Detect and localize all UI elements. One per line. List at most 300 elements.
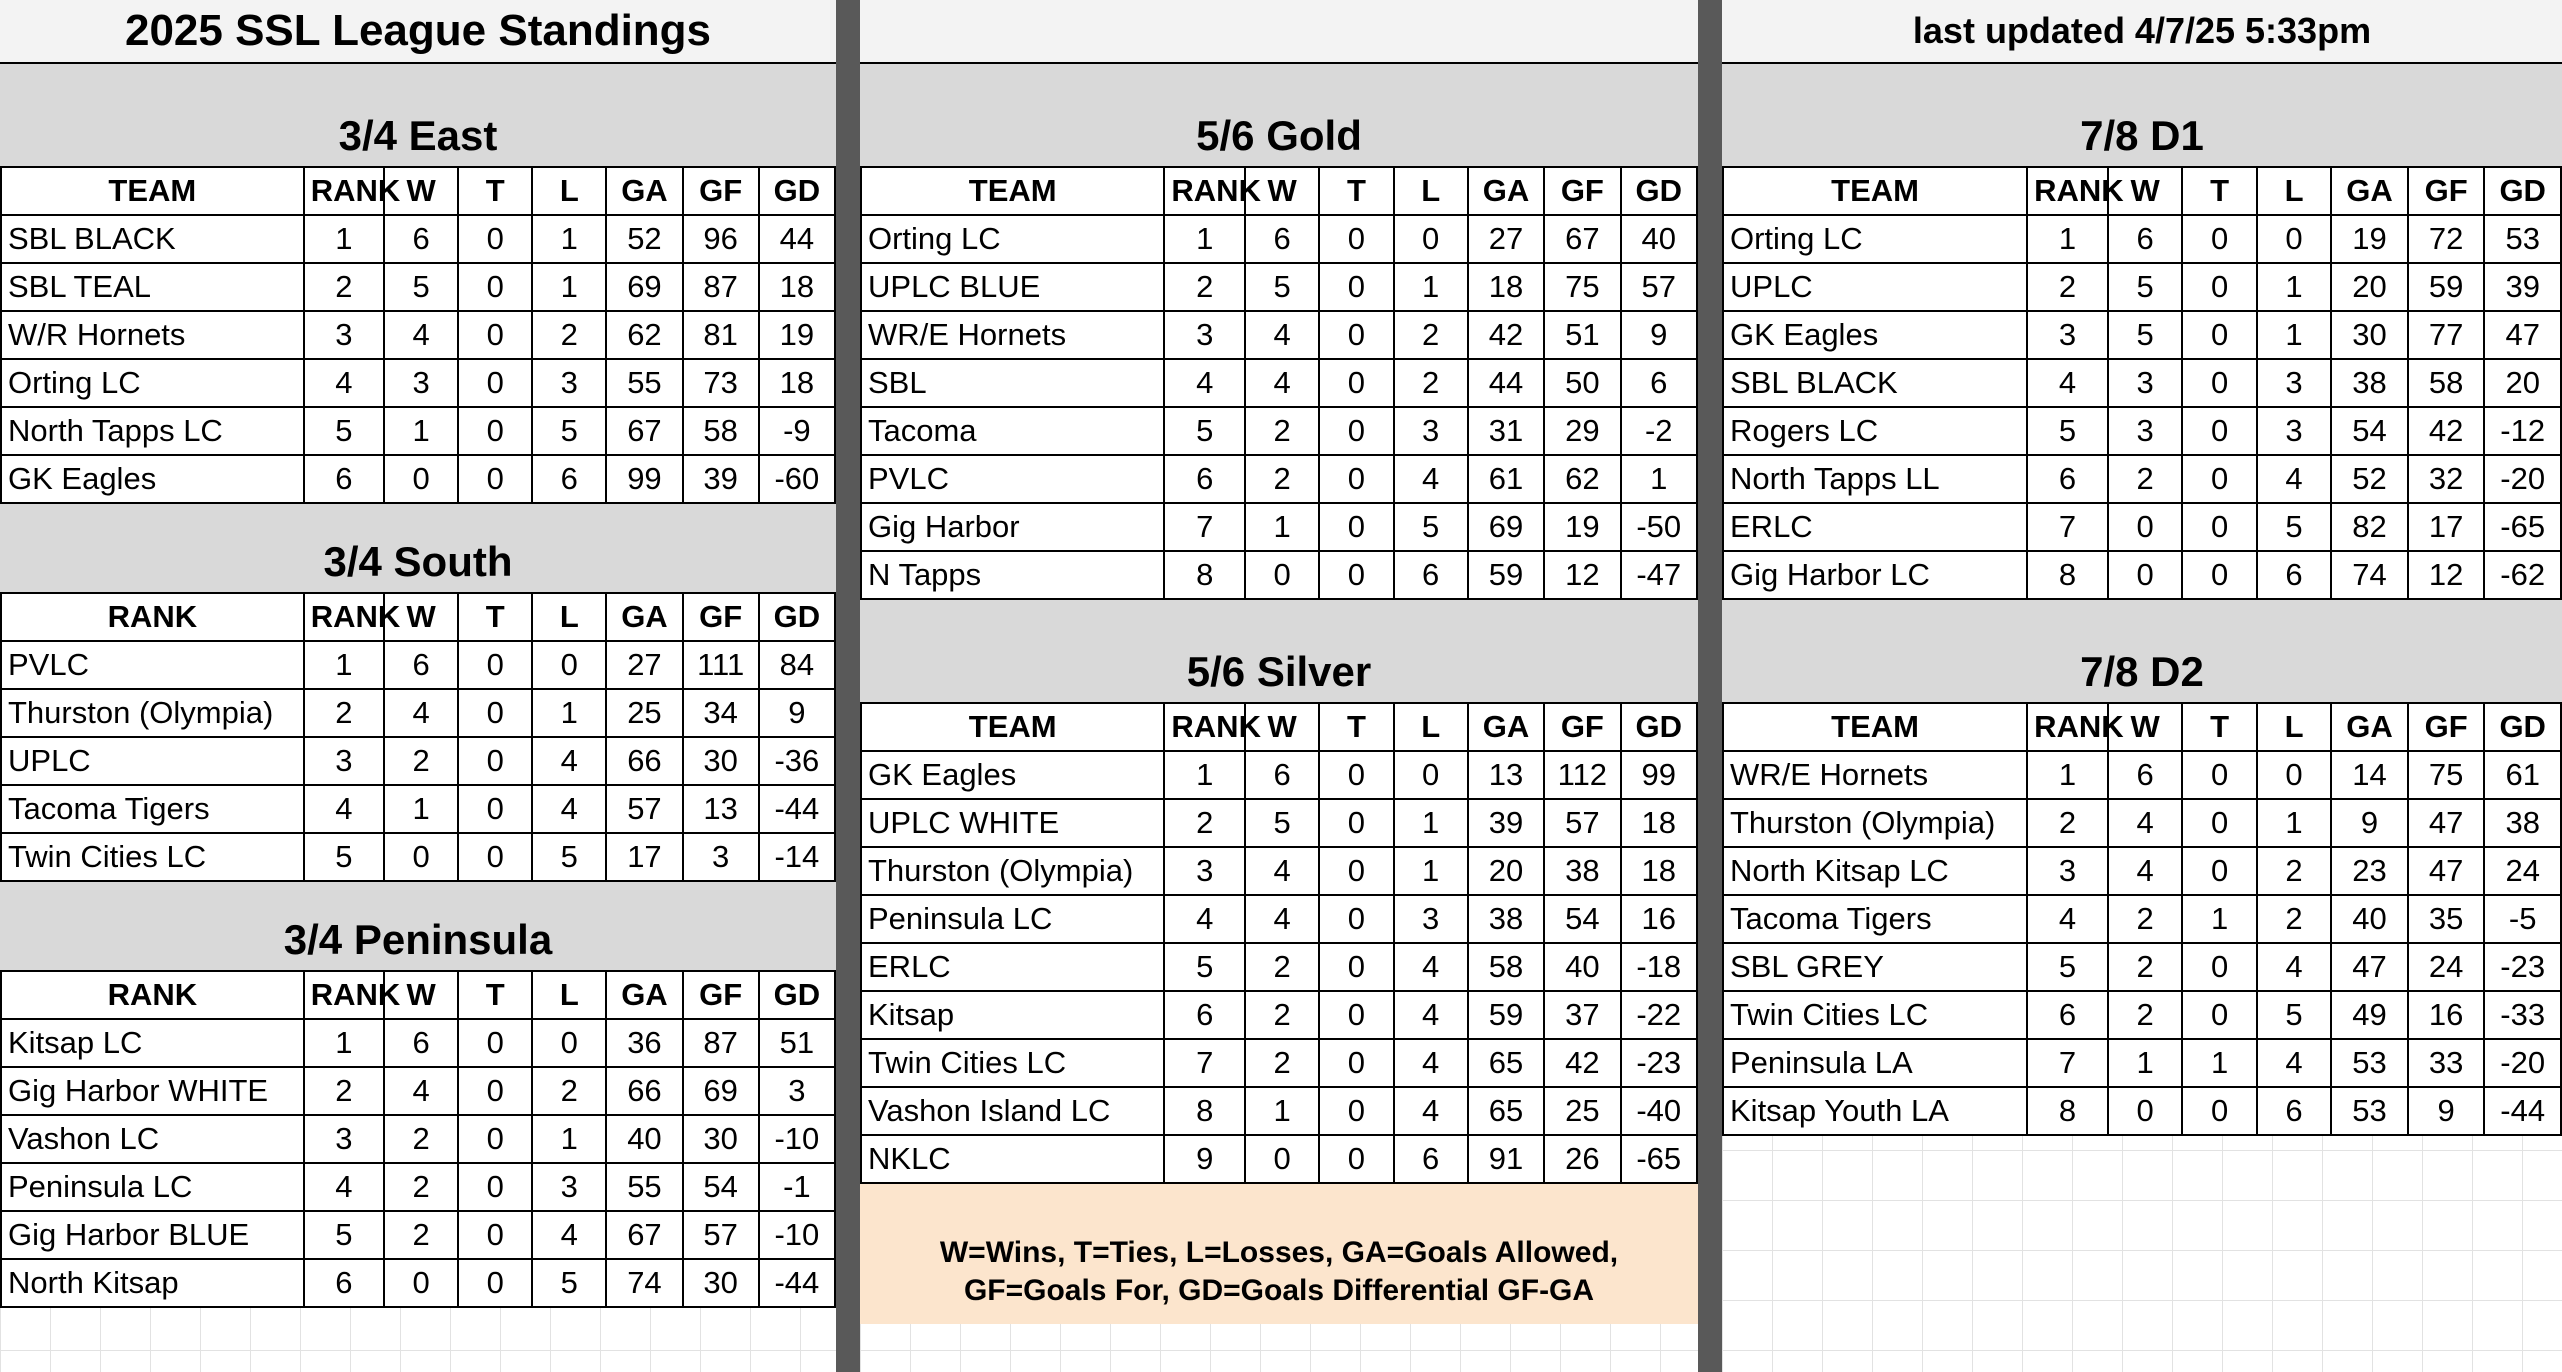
column-header-rank[interactable]: RANK [304, 593, 384, 641]
l-cell[interactable]: 2 [2257, 895, 2331, 943]
t-cell[interactable]: 0 [1319, 503, 1393, 551]
gf-cell[interactable]: 29 [1544, 407, 1620, 455]
w-cell[interactable]: 4 [384, 311, 458, 359]
column-header-t[interactable]: T [458, 593, 532, 641]
t-cell[interactable]: 0 [458, 1019, 532, 1067]
gd-cell[interactable]: -20 [2484, 1039, 2561, 1087]
w-cell[interactable]: 2 [2108, 895, 2182, 943]
l-cell[interactable]: 4 [2257, 1039, 2331, 1087]
rank-cell[interactable]: 1 [1164, 215, 1245, 263]
team-name-cell[interactable]: GK Eagles [1, 455, 304, 503]
rank-cell[interactable]: 2 [304, 1067, 384, 1115]
team-name-cell[interactable]: Thurston (Olympia) [1, 689, 304, 737]
l-cell[interactable]: 1 [2257, 799, 2331, 847]
page-title-cell[interactable] [0, 0, 836, 64]
w-cell[interactable]: 6 [1245, 215, 1319, 263]
column-header-team[interactable]: TEAM [861, 167, 1164, 215]
section-header-gold[interactable] [860, 64, 1698, 166]
team-name-cell[interactable]: GK Eagles [1723, 311, 2027, 359]
t-cell[interactable]: 0 [2182, 311, 2256, 359]
gd-cell[interactable]: 44 [759, 215, 835, 263]
gf-cell[interactable]: 54 [683, 1163, 759, 1211]
t-cell[interactable]: 0 [2182, 359, 2256, 407]
rank-cell[interactable]: 7 [2027, 503, 2108, 551]
column-header-rank[interactable]: RANK [1164, 167, 1245, 215]
gf-cell[interactable]: 67 [1544, 215, 1620, 263]
team-name-cell[interactable]: North Tapps LC [1, 407, 304, 455]
t-cell[interactable]: 0 [458, 359, 532, 407]
column-header-gd[interactable]: GD [759, 167, 835, 215]
t-cell[interactable]: 0 [2182, 847, 2256, 895]
section-header-d1[interactable] [1722, 64, 2562, 166]
gd-cell[interactable]: 18 [1621, 799, 1697, 847]
rank-cell[interactable]: 4 [304, 1163, 384, 1211]
column-header-team[interactable]: TEAM [1, 167, 304, 215]
ga-cell[interactable]: 13 [1468, 751, 1544, 799]
gd-cell[interactable]: -50 [1621, 503, 1697, 551]
ga-cell[interactable]: 9 [2331, 799, 2408, 847]
team-name-cell[interactable]: Orting LC [1, 359, 304, 407]
column-header-ga[interactable]: GA [1468, 167, 1544, 215]
l-cell[interactable]: 4 [1394, 1039, 1468, 1087]
t-cell[interactable]: 0 [1319, 895, 1393, 943]
t-cell[interactable]: 0 [458, 689, 532, 737]
l-cell[interactable]: 1 [2257, 311, 2331, 359]
column-header-ga[interactable]: GA [2331, 167, 2408, 215]
rank-cell[interactable]: 3 [2027, 847, 2108, 895]
rank-cell[interactable]: 2 [304, 263, 384, 311]
column-header-ga[interactable]: GA [606, 593, 682, 641]
rank-cell[interactable]: 4 [304, 785, 384, 833]
w-cell[interactable]: 2 [384, 1115, 458, 1163]
gf-cell[interactable]: 13 [683, 785, 759, 833]
team-name-cell[interactable]: PVLC [861, 455, 1164, 503]
t-cell[interactable]: 0 [1319, 991, 1393, 1039]
t-cell[interactable]: 0 [458, 1067, 532, 1115]
team-name-cell[interactable]: ERLC [861, 943, 1164, 991]
team-name-cell[interactable]: Vashon Island LC [861, 1087, 1164, 1135]
l-cell[interactable]: 4 [2257, 455, 2331, 503]
last-updated-cell[interactable] [1722, 0, 2562, 64]
l-cell[interactable]: 4 [532, 737, 606, 785]
t-cell[interactable]: 0 [2182, 551, 2256, 599]
gd-cell[interactable]: 24 [2484, 847, 2561, 895]
t-cell[interactable]: 0 [2182, 503, 2256, 551]
l-cell[interactable]: 3 [532, 359, 606, 407]
gf-cell[interactable]: 58 [683, 407, 759, 455]
l-cell[interactable]: 0 [532, 641, 606, 689]
rank-cell[interactable]: 6 [304, 1259, 384, 1307]
t-cell[interactable]: 0 [1319, 551, 1393, 599]
column-header-ga[interactable]: GA [2331, 703, 2408, 751]
ga-cell[interactable]: 74 [2331, 551, 2408, 599]
rank-cell[interactable]: 8 [1164, 1087, 1245, 1135]
gd-cell[interactable]: -65 [1621, 1135, 1697, 1183]
l-cell[interactable]: 1 [532, 1115, 606, 1163]
t-cell[interactable]: 0 [2182, 455, 2256, 503]
gf-cell[interactable]: 26 [1544, 1135, 1620, 1183]
ga-cell[interactable]: 23 [2331, 847, 2408, 895]
w-cell[interactable]: 2 [1245, 991, 1319, 1039]
t-cell[interactable]: 0 [2182, 407, 2256, 455]
team-name-cell[interactable]: ERLC [1723, 503, 2027, 551]
rank-cell[interactable]: 7 [2027, 1039, 2108, 1087]
ga-cell[interactable]: 40 [606, 1115, 682, 1163]
ga-cell[interactable]: 53 [2331, 1039, 2408, 1087]
gd-cell[interactable]: 1 [1621, 455, 1697, 503]
gf-cell[interactable]: 81 [683, 311, 759, 359]
gf-cell[interactable]: 47 [2408, 799, 2485, 847]
column-header-team[interactable]: TEAM [1723, 703, 2027, 751]
gd-cell[interactable]: -23 [2484, 943, 2561, 991]
ga-cell[interactable]: 69 [606, 263, 682, 311]
column-header-gd[interactable]: GD [759, 971, 835, 1019]
team-name-cell[interactable]: Thurston (Olympia) [1723, 799, 2027, 847]
column-header-ga[interactable]: GA [606, 167, 682, 215]
gd-cell[interactable]: 51 [759, 1019, 835, 1067]
team-name-cell[interactable]: Twin Cities LC [1, 833, 304, 881]
team-name-cell[interactable]: WR/E Hornets [1723, 751, 2027, 799]
t-cell[interactable]: 0 [458, 833, 532, 881]
gd-cell[interactable]: 40 [1621, 215, 1697, 263]
ga-cell[interactable]: 52 [2331, 455, 2408, 503]
rank-cell[interactable]: 2 [2027, 263, 2108, 311]
team-name-cell[interactable]: Peninsula LC [1, 1163, 304, 1211]
gf-cell[interactable]: 39 [683, 455, 759, 503]
l-cell[interactable]: 3 [2257, 359, 2331, 407]
ga-cell[interactable]: 47 [2331, 943, 2408, 991]
gf-cell[interactable]: 40 [1544, 943, 1620, 991]
team-name-cell[interactable]: Vashon LC [1, 1115, 304, 1163]
gd-cell[interactable]: -9 [759, 407, 835, 455]
column-header-gf[interactable]: GF [2408, 167, 2485, 215]
ga-cell[interactable]: 67 [606, 1211, 682, 1259]
l-cell[interactable]: 4 [2257, 943, 2331, 991]
title-cell-blank[interactable] [860, 0, 1698, 64]
section-header-peninsula[interactable] [0, 882, 836, 970]
column-header-rank[interactable]: RANK [304, 971, 384, 1019]
l-cell[interactable]: 3 [532, 1163, 606, 1211]
ga-cell[interactable]: 17 [606, 833, 682, 881]
rank-cell[interactable]: 5 [1164, 943, 1245, 991]
gd-cell[interactable]: -2 [1621, 407, 1697, 455]
rank-cell[interactable]: 6 [304, 455, 384, 503]
w-cell[interactable]: 2 [2108, 991, 2182, 1039]
gd-cell[interactable]: -44 [759, 785, 835, 833]
ga-cell[interactable]: 20 [1468, 847, 1544, 895]
ga-cell[interactable]: 49 [2331, 991, 2408, 1039]
t-cell[interactable]: 0 [1319, 943, 1393, 991]
rank-cell[interactable]: 4 [304, 359, 384, 407]
w-cell[interactable]: 6 [384, 1019, 458, 1067]
rank-cell[interactable]: 8 [2027, 1087, 2108, 1135]
l-cell[interactable]: 5 [532, 407, 606, 455]
column-header-l[interactable]: L [532, 593, 606, 641]
t-cell[interactable]: 0 [1319, 215, 1393, 263]
rank-cell[interactable]: 4 [1164, 895, 1245, 943]
column-header-gf[interactable]: GF [683, 971, 759, 1019]
gf-cell[interactable]: 57 [683, 1211, 759, 1259]
t-cell[interactable]: 0 [1319, 1039, 1393, 1087]
ga-cell[interactable]: 55 [606, 359, 682, 407]
gd-cell[interactable]: 9 [759, 689, 835, 737]
rank-cell[interactable]: 4 [1164, 359, 1245, 407]
gf-cell[interactable]: 72 [2408, 215, 2485, 263]
w-cell[interactable]: 6 [384, 641, 458, 689]
t-cell[interactable]: 0 [458, 311, 532, 359]
l-cell[interactable]: 4 [532, 785, 606, 833]
gf-cell[interactable]: 37 [1544, 991, 1620, 1039]
team-name-cell[interactable]: UPLC BLUE [861, 263, 1164, 311]
ga-cell[interactable]: 18 [1468, 263, 1544, 311]
w-cell[interactable]: 4 [1245, 311, 1319, 359]
gf-cell[interactable]: 57 [1544, 799, 1620, 847]
l-cell[interactable]: 4 [1394, 1087, 1468, 1135]
column-header-l[interactable]: L [1394, 703, 1468, 751]
t-cell[interactable]: 0 [458, 1259, 532, 1307]
ga-cell[interactable]: 66 [606, 1067, 682, 1115]
rank-cell[interactable]: 4 [2027, 359, 2108, 407]
l-cell[interactable]: 5 [532, 1259, 606, 1307]
rank-cell[interactable]: 6 [2027, 455, 2108, 503]
w-cell[interactable]: 2 [384, 737, 458, 785]
section-header-south[interactable] [0, 504, 836, 592]
team-name-cell[interactable]: GK Eagles [861, 751, 1164, 799]
column-header-t[interactable]: T [2182, 167, 2256, 215]
gd-cell[interactable]: 6 [1621, 359, 1697, 407]
gd-cell[interactable]: -62 [2484, 551, 2561, 599]
column-header-ga[interactable]: GA [1468, 703, 1544, 751]
l-cell[interactable]: 6 [1394, 1135, 1468, 1183]
t-cell[interactable]: 0 [458, 407, 532, 455]
w-cell[interactable]: 0 [2108, 551, 2182, 599]
ga-cell[interactable]: 66 [606, 737, 682, 785]
gf-cell[interactable]: 87 [683, 1019, 759, 1067]
team-name-cell[interactable]: W/R Hornets [1, 311, 304, 359]
team-name-cell[interactable]: SBL GREY [1723, 943, 2027, 991]
l-cell[interactable]: 5 [1394, 503, 1468, 551]
column-header-team[interactable]: TEAM [1723, 167, 2027, 215]
column-header-gf[interactable]: GF [1544, 703, 1620, 751]
t-cell[interactable]: 0 [458, 215, 532, 263]
gf-cell[interactable]: 42 [2408, 407, 2485, 455]
gd-cell[interactable]: -47 [1621, 551, 1697, 599]
rank-cell[interactable]: 7 [1164, 503, 1245, 551]
w-cell[interactable]: 2 [1245, 407, 1319, 455]
w-cell[interactable]: 2 [2108, 455, 2182, 503]
gd-cell[interactable]: -14 [759, 833, 835, 881]
w-cell[interactable]: 4 [384, 1067, 458, 1115]
w-cell[interactable]: 0 [2108, 503, 2182, 551]
l-cell[interactable]: 5 [532, 833, 606, 881]
l-cell[interactable]: 4 [1394, 991, 1468, 1039]
column-header-l[interactable]: L [532, 167, 606, 215]
team-name-cell[interactable]: NKLC [861, 1135, 1164, 1183]
gd-cell[interactable]: -23 [1621, 1039, 1697, 1087]
ga-cell[interactable]: 67 [606, 407, 682, 455]
l-cell[interactable]: 0 [532, 1019, 606, 1067]
gd-cell[interactable]: 9 [1621, 311, 1697, 359]
rank-cell[interactable]: 5 [1164, 407, 1245, 455]
gf-cell[interactable]: 24 [2408, 943, 2485, 991]
gf-cell[interactable]: 87 [683, 263, 759, 311]
t-cell[interactable]: 0 [1319, 1087, 1393, 1135]
team-name-cell[interactable]: Kitsap [861, 991, 1164, 1039]
gf-cell[interactable]: 51 [1544, 311, 1620, 359]
column-header-team[interactable]: RANK [1, 593, 304, 641]
ga-cell[interactable]: 69 [1468, 503, 1544, 551]
t-cell[interactable]: 0 [1319, 359, 1393, 407]
w-cell[interactable]: 1 [1245, 1087, 1319, 1135]
rank-cell[interactable]: 5 [2027, 943, 2108, 991]
gf-cell[interactable]: 12 [2408, 551, 2485, 599]
gd-cell[interactable]: 99 [1621, 751, 1697, 799]
rank-cell[interactable]: 3 [304, 1115, 384, 1163]
gf-cell[interactable]: 38 [1544, 847, 1620, 895]
t-cell[interactable]: 0 [1319, 847, 1393, 895]
w-cell[interactable]: 6 [1245, 751, 1319, 799]
team-name-cell[interactable]: SBL BLACK [1, 215, 304, 263]
column-header-w[interactable]: W [2108, 167, 2182, 215]
team-name-cell[interactable]: Orting LC [1723, 215, 2027, 263]
rank-cell[interactable]: 4 [2027, 895, 2108, 943]
column-header-t[interactable]: T [1319, 703, 1393, 751]
column-header-gd[interactable]: GD [759, 593, 835, 641]
t-cell[interactable]: 0 [2182, 1087, 2256, 1135]
w-cell[interactable]: 4 [1245, 847, 1319, 895]
l-cell[interactable]: 4 [1394, 455, 1468, 503]
team-name-cell[interactable]: Kitsap LC [1, 1019, 304, 1067]
l-cell[interactable]: 2 [532, 311, 606, 359]
column-header-gf[interactable]: GF [2408, 703, 2485, 751]
team-name-cell[interactable]: Tacoma Tigers [1723, 895, 2027, 943]
ga-cell[interactable]: 42 [1468, 311, 1544, 359]
t-cell[interactable]: 0 [458, 641, 532, 689]
team-name-cell[interactable]: Rogers LC [1723, 407, 2027, 455]
column-header-w[interactable]: W [384, 971, 458, 1019]
gd-cell[interactable]: 39 [2484, 263, 2561, 311]
rank-cell[interactable]: 3 [304, 737, 384, 785]
gf-cell[interactable]: 59 [2408, 263, 2485, 311]
rank-cell[interactable]: 6 [2027, 991, 2108, 1039]
w-cell[interactable]: 2 [384, 1163, 458, 1211]
column-header-t[interactable]: T [2182, 703, 2256, 751]
rank-cell[interactable]: 2 [1164, 263, 1245, 311]
t-cell[interactable]: 0 [458, 737, 532, 785]
ga-cell[interactable]: 54 [2331, 407, 2408, 455]
gf-cell[interactable]: 112 [1544, 751, 1620, 799]
ga-cell[interactable]: 36 [606, 1019, 682, 1067]
w-cell[interactable]: 3 [2108, 359, 2182, 407]
gd-cell[interactable]: 47 [2484, 311, 2561, 359]
l-cell[interactable]: 6 [2257, 1087, 2331, 1135]
gd-cell[interactable]: -65 [2484, 503, 2561, 551]
ga-cell[interactable]: 14 [2331, 751, 2408, 799]
t-cell[interactable]: 0 [1319, 799, 1393, 847]
gd-cell[interactable]: -44 [759, 1259, 835, 1307]
t-cell[interactable]: 0 [1319, 407, 1393, 455]
rank-cell[interactable]: 7 [1164, 1039, 1245, 1087]
gd-cell[interactable]: 18 [1621, 847, 1697, 895]
rank-cell[interactable]: 5 [304, 1211, 384, 1259]
gd-cell[interactable]: -22 [1621, 991, 1697, 1039]
gf-cell[interactable]: 58 [2408, 359, 2485, 407]
l-cell[interactable]: 1 [2257, 263, 2331, 311]
team-name-cell[interactable]: PVLC [1, 641, 304, 689]
gd-cell[interactable]: -10 [759, 1211, 835, 1259]
gf-cell[interactable]: 77 [2408, 311, 2485, 359]
l-cell[interactable]: 5 [2257, 991, 2331, 1039]
column-header-rank[interactable]: RANK [1164, 703, 1245, 751]
team-name-cell[interactable]: Gig Harbor WHITE [1, 1067, 304, 1115]
rank-cell[interactable]: 6 [1164, 455, 1245, 503]
w-cell[interactable]: 6 [2108, 215, 2182, 263]
w-cell[interactable]: 3 [2108, 407, 2182, 455]
column-header-team[interactable]: TEAM [861, 703, 1164, 751]
ga-cell[interactable]: 61 [1468, 455, 1544, 503]
rank-cell[interactable]: 8 [1164, 551, 1245, 599]
ga-cell[interactable]: 40 [2331, 895, 2408, 943]
gf-cell[interactable]: 69 [683, 1067, 759, 1115]
column-header-gf[interactable]: GF [683, 167, 759, 215]
l-cell[interactable]: 3 [2257, 407, 2331, 455]
gf-cell[interactable]: 17 [2408, 503, 2485, 551]
team-name-cell[interactable]: Peninsula LA [1723, 1039, 2027, 1087]
ga-cell[interactable]: 59 [1468, 991, 1544, 1039]
team-name-cell[interactable]: Gig Harbor BLUE [1, 1211, 304, 1259]
gf-cell[interactable]: 30 [683, 1259, 759, 1307]
t-cell[interactable]: 0 [2182, 215, 2256, 263]
rank-cell[interactable]: 5 [2027, 407, 2108, 455]
ga-cell[interactable]: 52 [606, 215, 682, 263]
gf-cell[interactable]: 30 [683, 1115, 759, 1163]
column-header-w[interactable]: W [1245, 703, 1319, 751]
gf-cell[interactable]: 3 [683, 833, 759, 881]
gf-cell[interactable]: 32 [2408, 455, 2485, 503]
ga-cell[interactable]: 31 [1468, 407, 1544, 455]
column-header-l[interactable]: L [2257, 167, 2331, 215]
t-cell[interactable]: 0 [1319, 1135, 1393, 1183]
t-cell[interactable]: 0 [2182, 799, 2256, 847]
rank-cell[interactable]: 9 [1164, 1135, 1245, 1183]
w-cell[interactable]: 5 [1245, 263, 1319, 311]
w-cell[interactable]: 0 [384, 1259, 458, 1307]
gf-cell[interactable]: 35 [2408, 895, 2485, 943]
t-cell[interactable]: 0 [1319, 263, 1393, 311]
w-cell[interactable]: 4 [2108, 799, 2182, 847]
ga-cell[interactable]: 65 [1468, 1087, 1544, 1135]
gd-cell[interactable]: 18 [759, 359, 835, 407]
column-header-rank[interactable]: RANK [304, 167, 384, 215]
w-cell[interactable]: 6 [384, 215, 458, 263]
w-cell[interactable]: 4 [2108, 847, 2182, 895]
rank-cell[interactable]: 5 [304, 407, 384, 455]
gf-cell[interactable]: 54 [1544, 895, 1620, 943]
w-cell[interactable]: 1 [1245, 503, 1319, 551]
gd-cell[interactable]: -44 [2484, 1087, 2561, 1135]
gf-cell[interactable]: 96 [683, 215, 759, 263]
ga-cell[interactable]: 59 [1468, 551, 1544, 599]
section-header-d2[interactable] [1722, 600, 2562, 702]
column-header-gf[interactable]: GF [1544, 167, 1620, 215]
l-cell[interactable]: 1 [532, 263, 606, 311]
team-name-cell[interactable]: Peninsula LC [861, 895, 1164, 943]
team-name-cell[interactable]: Orting LC [861, 215, 1164, 263]
team-name-cell[interactable]: Tacoma [861, 407, 1164, 455]
ga-cell[interactable]: 39 [1468, 799, 1544, 847]
w-cell[interactable]: 5 [2108, 311, 2182, 359]
gf-cell[interactable]: 42 [1544, 1039, 1620, 1087]
